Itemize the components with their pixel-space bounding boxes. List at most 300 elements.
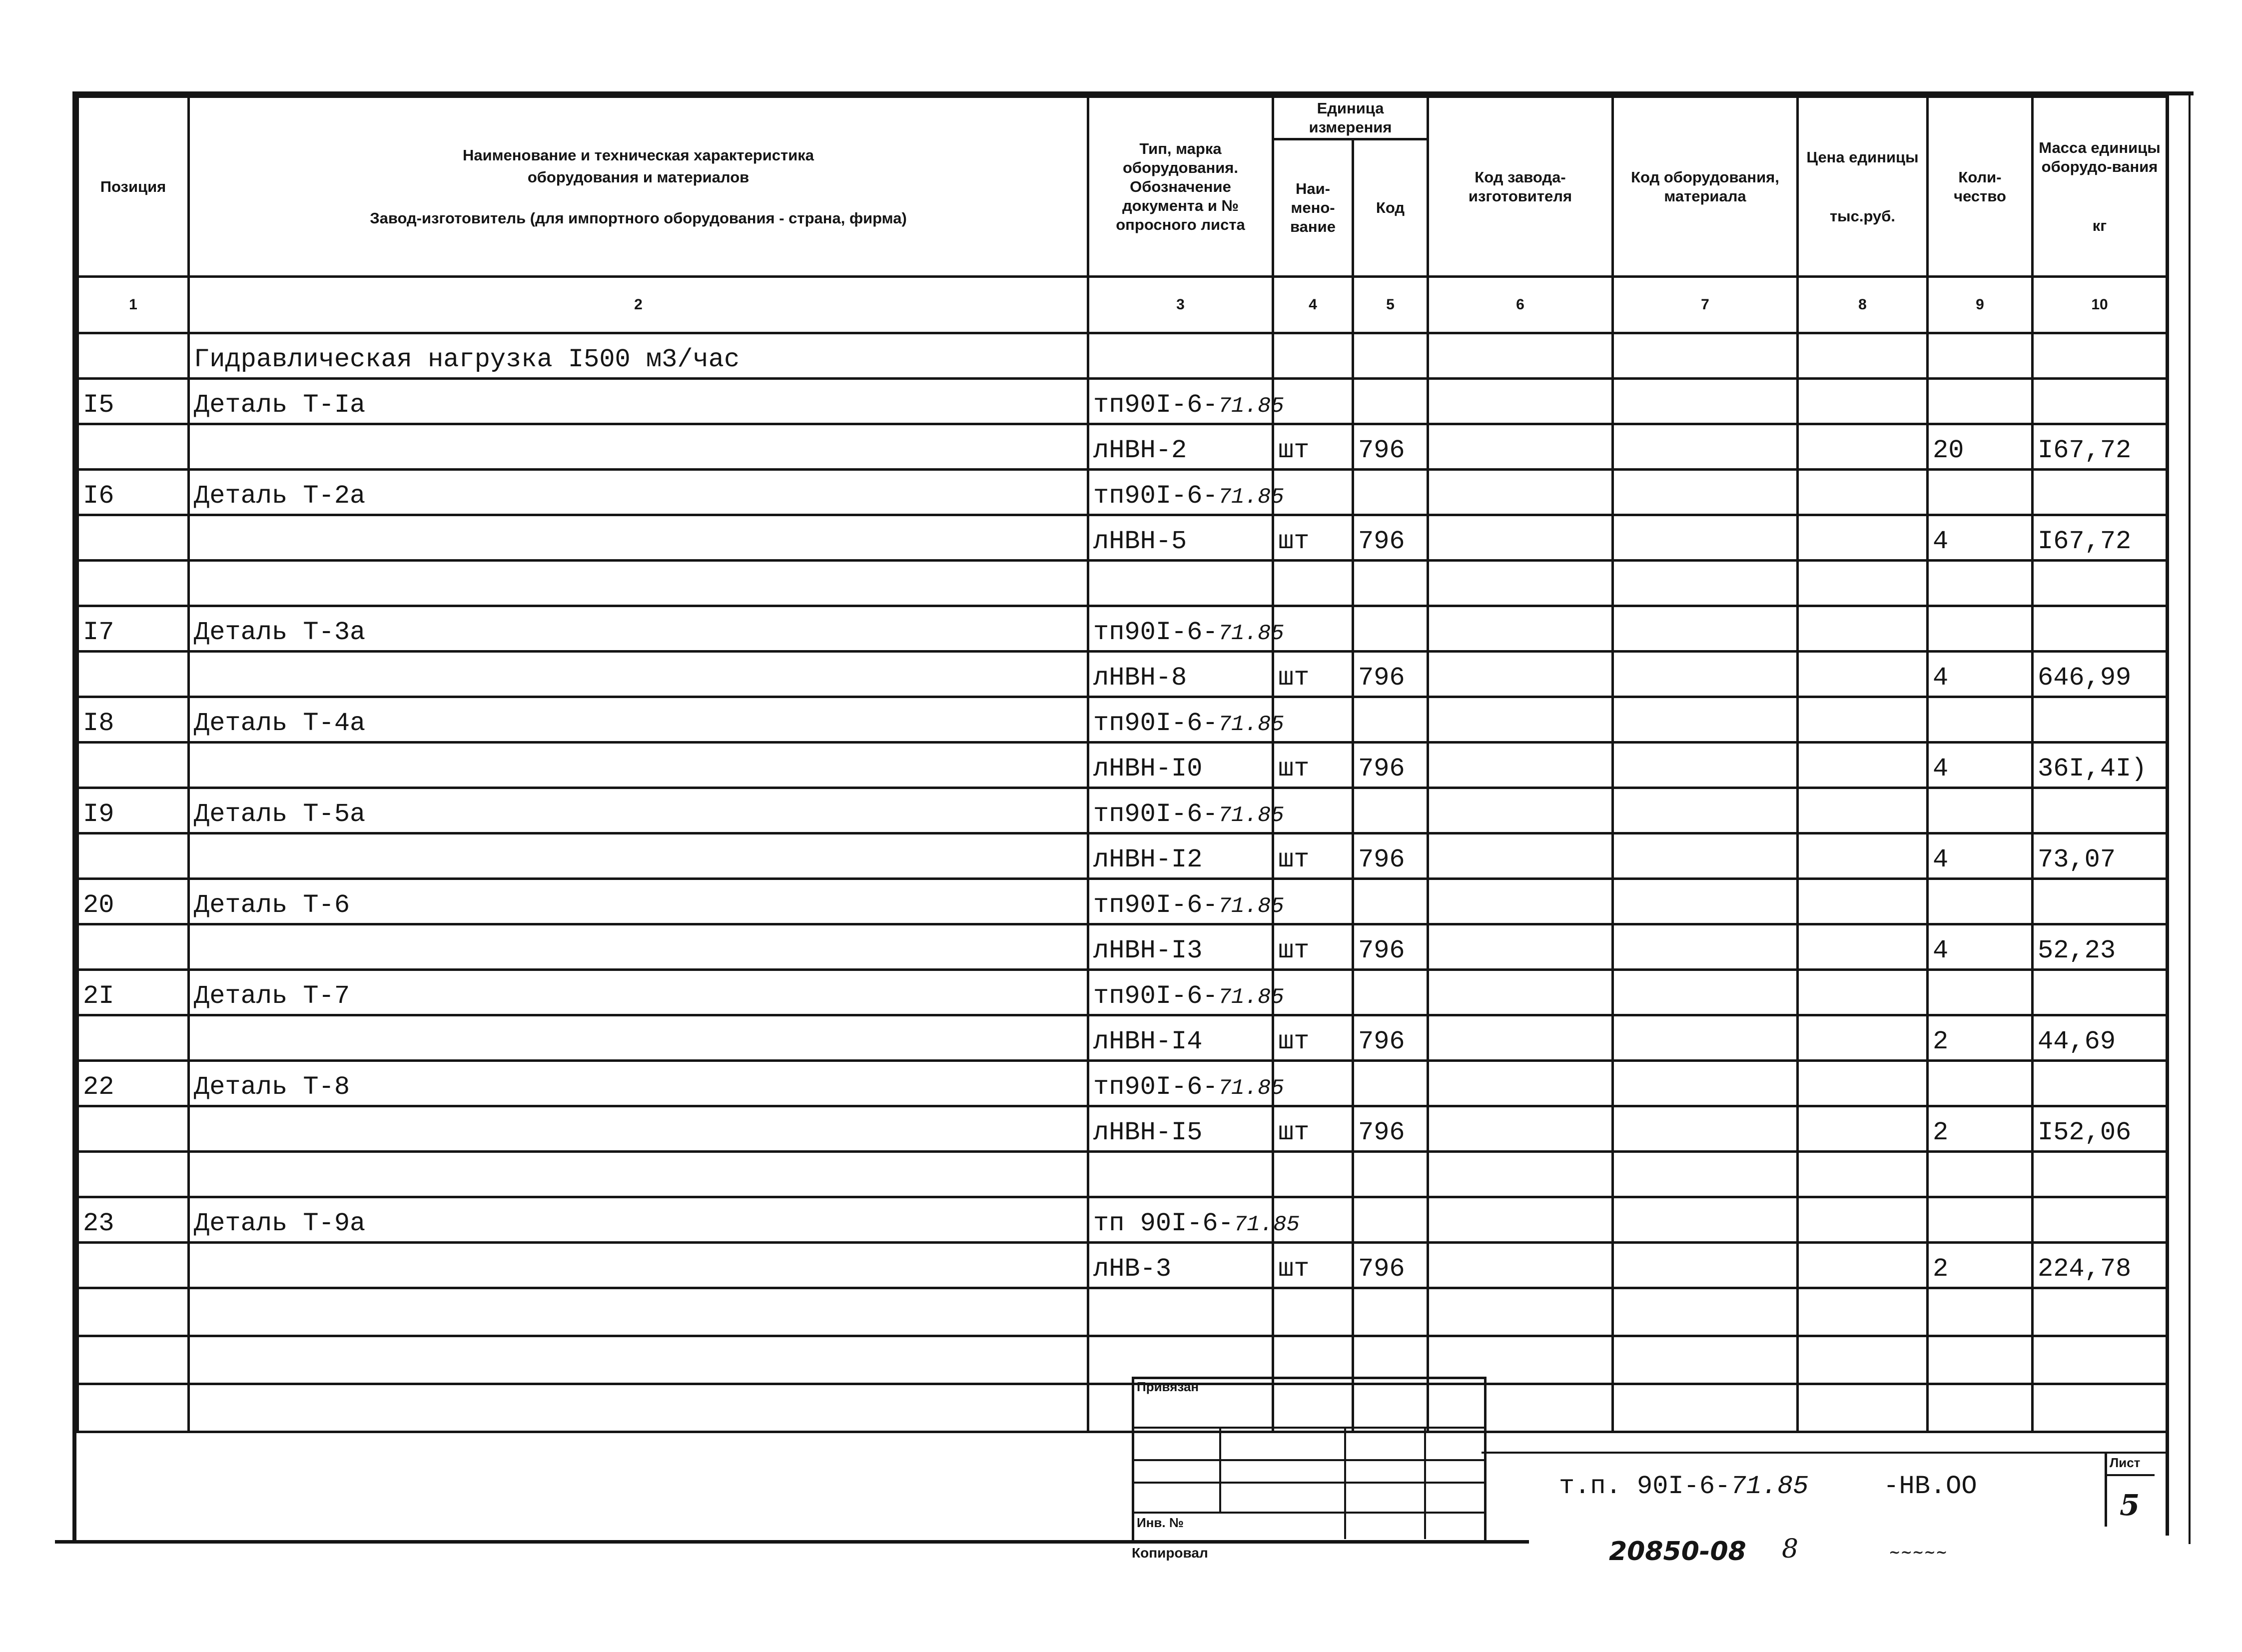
unit-code-cell xyxy=(1353,1061,1428,1106)
name-cell xyxy=(189,1152,1088,1197)
document-cell xyxy=(1088,1197,1300,1243)
price-cell xyxy=(1798,1015,1928,1061)
price-cell xyxy=(1798,970,1928,1015)
unit-code-cell xyxy=(1353,333,1428,379)
column-number: 7 xyxy=(1613,277,1798,333)
header-name-line2: оборудования и материалов xyxy=(527,168,749,186)
unit-name-cell: шт xyxy=(1273,652,1353,697)
name-cell: Деталь Т-9а xyxy=(189,1197,1088,1243)
designation-top-line xyxy=(1482,1452,2166,1454)
unit-name-cell xyxy=(1273,606,1353,652)
table-row xyxy=(78,515,2167,561)
name-cell xyxy=(189,743,1088,788)
unit-name-cell: шт xyxy=(1273,1106,1353,1152)
table-row xyxy=(78,1106,2167,1152)
document-code: тп90I-6- xyxy=(1093,981,1218,1011)
unit-name-cell xyxy=(1273,788,1353,833)
price-cell xyxy=(1798,879,1928,924)
column-number: 5 xyxy=(1353,277,1428,333)
position-cell xyxy=(78,924,189,970)
unit-name-cell: шт xyxy=(1273,424,1353,470)
column-number: 9 xyxy=(1928,277,2033,333)
table-row xyxy=(78,743,2167,788)
stamp-divider xyxy=(1219,1427,1221,1512)
quantity-cell xyxy=(1928,470,2033,515)
equipment-code-cell xyxy=(1613,788,1798,833)
unit-code-cell: 796 xyxy=(1353,652,1428,697)
position-cell xyxy=(78,333,189,379)
manufacturer-code-cell xyxy=(1428,743,1613,788)
document-cell xyxy=(1088,561,1273,606)
document-code: тп90I-6- xyxy=(1093,618,1218,647)
frame-outer-right-border xyxy=(2189,95,2191,1544)
stamp-divider xyxy=(1132,1427,1484,1429)
document-code: лНВН-I3 xyxy=(1093,936,1203,965)
position-cell: 22 xyxy=(78,1061,189,1106)
quantity-cell xyxy=(1928,1152,2033,1197)
mass-cell xyxy=(2033,1197,2167,1243)
position-cell xyxy=(78,743,189,788)
column-number: 3 xyxy=(1088,277,1273,333)
document-cell xyxy=(1088,470,1284,515)
unit-name-cell xyxy=(1273,470,1353,515)
position-cell xyxy=(78,1336,189,1384)
price-cell xyxy=(1798,379,1928,424)
quantity-cell xyxy=(1928,333,2033,379)
copied-by-label: Копировал xyxy=(1132,1545,1208,1561)
equipment-specification-table xyxy=(76,95,2168,1433)
equipment-code-cell xyxy=(1613,1243,1798,1288)
table-row xyxy=(78,379,2167,424)
document-code-suffix: 71.85 xyxy=(1218,894,1284,919)
document-code: тп90I-6- xyxy=(1093,1072,1218,1102)
manufacturer-code-cell xyxy=(1428,879,1613,924)
name-cell: Деталь Т-6 xyxy=(189,879,1088,924)
manufacturer-code-cell xyxy=(1428,924,1613,970)
position-cell xyxy=(78,1015,189,1061)
header-quantity: Коли-чество xyxy=(1928,97,2033,277)
header-price-top: Цена единицы xyxy=(1806,148,1919,166)
header-mass-top: Масса единицы оборудо-вания xyxy=(2039,138,2161,175)
document-designation xyxy=(1559,1472,1977,1501)
document-code: лНВН-5 xyxy=(1093,527,1187,556)
unit-name-cell xyxy=(1273,1061,1353,1106)
header-unit-price xyxy=(1798,97,1928,277)
inventory-label: Инв. № xyxy=(1137,1515,1184,1530)
header-unit-code: Код xyxy=(1353,139,1428,277)
price-cell xyxy=(1798,606,1928,652)
quantity-cell: 2 xyxy=(1928,1015,2033,1061)
mass-cell: 224,78 xyxy=(2033,1243,2167,1288)
mass-cell: I67,72 xyxy=(2033,515,2167,561)
specification-rows xyxy=(78,333,2167,1432)
document-cell xyxy=(1088,333,1273,379)
header-mass-unit: кг xyxy=(2092,216,2107,234)
column-number: 1 xyxy=(78,277,189,333)
column-number: 8 xyxy=(1798,277,1928,333)
price-cell xyxy=(1798,697,1928,743)
document-code: тп90I-6- xyxy=(1093,481,1218,511)
manufacturer-code-cell xyxy=(1428,652,1613,697)
manufacturer-code-cell xyxy=(1428,470,1613,515)
unit-name-cell xyxy=(1273,1288,1353,1336)
mass-cell: 44,69 xyxy=(2033,1015,2167,1061)
stamp-divider xyxy=(1424,1427,1426,1539)
name-cell: Деталь Т-7 xyxy=(189,970,1088,1015)
manufacturer-code-cell xyxy=(1428,1243,1613,1288)
quantity-cell: 4 xyxy=(1928,833,2033,879)
quantity-cell: 4 xyxy=(1928,515,2033,561)
stamp-divider xyxy=(1132,1512,1484,1514)
unit-code-cell xyxy=(1353,788,1428,833)
document-cell xyxy=(1088,970,1284,1015)
document-code-suffix: 71.85 xyxy=(1218,712,1284,737)
unit-name-cell xyxy=(1273,970,1353,1015)
document-code: лНВН-I2 xyxy=(1093,845,1203,874)
mass-cell xyxy=(2033,333,2167,379)
manufacturer-code-cell xyxy=(1428,1197,1613,1243)
quantity-cell xyxy=(1928,879,2033,924)
unit-name-cell: шт xyxy=(1273,924,1353,970)
manufacturer-code-cell xyxy=(1428,515,1613,561)
manufacturer-code-cell xyxy=(1428,1288,1613,1336)
equipment-code-cell xyxy=(1613,1288,1798,1336)
name-cell xyxy=(189,1015,1088,1061)
name-cell xyxy=(189,515,1088,561)
table-row xyxy=(78,1384,2167,1432)
document-code-suffix: 71.85 xyxy=(1218,985,1284,1010)
frame-top-border xyxy=(75,91,2194,95)
document-cell xyxy=(1088,833,1273,879)
unit-code-cell: 796 xyxy=(1353,833,1428,879)
document-code-suffix: 71.85 xyxy=(1218,621,1284,646)
document-code: тп90I-6- xyxy=(1093,890,1218,920)
mass-cell xyxy=(2033,1152,2167,1197)
position-cell: 2I xyxy=(78,970,189,1015)
position-cell xyxy=(78,1106,189,1152)
quantity-cell xyxy=(1928,1197,2033,1243)
position-cell xyxy=(78,515,189,561)
document-cell xyxy=(1088,743,1273,788)
price-cell xyxy=(1798,652,1928,697)
frame-left-border xyxy=(72,91,76,1543)
sheet-label: Лист xyxy=(2110,1455,2141,1470)
table-row xyxy=(78,470,2167,515)
document-code-suffix: 71.85 xyxy=(1233,1212,1300,1237)
mass-cell xyxy=(2033,697,2167,743)
designation-prefix: т.п. 90I-6- xyxy=(1559,1472,1731,1501)
unit-code-cell xyxy=(1353,606,1428,652)
unit-code-cell xyxy=(1353,561,1428,606)
name-cell xyxy=(189,1336,1088,1384)
price-cell xyxy=(1798,833,1928,879)
document-cell xyxy=(1088,1061,1284,1106)
equipment-code-cell xyxy=(1613,1061,1798,1106)
document-cell xyxy=(1088,379,1284,424)
price-cell xyxy=(1798,333,1928,379)
price-cell xyxy=(1798,1061,1928,1106)
price-cell xyxy=(1798,1384,1928,1432)
quantity-cell xyxy=(1928,1061,2033,1106)
manufacturer-code-cell xyxy=(1428,1106,1613,1152)
table-row xyxy=(78,1243,2167,1288)
position-cell: I7 xyxy=(78,606,189,652)
quantity-cell xyxy=(1928,1384,2033,1432)
header-price-unit: тыс.руб. xyxy=(1829,207,1896,225)
document-cell xyxy=(1088,606,1284,652)
mass-cell xyxy=(2033,970,2167,1015)
quantity-cell xyxy=(1928,788,2033,833)
unit-code-cell: 796 xyxy=(1353,515,1428,561)
document-code-suffix: 71.85 xyxy=(1218,485,1284,510)
position-cell: 20 xyxy=(78,879,189,924)
header-name xyxy=(189,97,1088,277)
stamp-divider xyxy=(1132,1459,1484,1461)
table-row xyxy=(78,924,2167,970)
manufacturer-code-cell xyxy=(1428,333,1613,379)
header-unit-name: Наи-мено-вание xyxy=(1273,139,1353,277)
unit-name-cell: шт xyxy=(1273,1243,1353,1288)
table-row xyxy=(78,561,2167,606)
mass-cell: 36I,4I) xyxy=(2033,743,2167,788)
unit-name-cell xyxy=(1273,697,1353,743)
document-code: тп 90I-6- xyxy=(1093,1209,1234,1238)
quantity-cell: 4 xyxy=(1928,652,2033,697)
name-cell xyxy=(189,1106,1088,1152)
quantity-cell xyxy=(1928,1288,2033,1336)
unit-code-cell: 796 xyxy=(1353,1106,1428,1152)
document-cell xyxy=(1088,1015,1273,1061)
unit-code-cell: 796 xyxy=(1353,1243,1428,1288)
document-code: лНВН-2 xyxy=(1093,436,1187,465)
position-cell: I9 xyxy=(78,788,189,833)
header-name-line1: Наименование и техническая характеристика xyxy=(462,146,814,164)
document-cell xyxy=(1088,515,1273,561)
document-cell xyxy=(1088,697,1284,743)
mass-cell xyxy=(2033,1336,2167,1384)
header-unit-group: Единица измерения xyxy=(1273,97,1428,139)
mass-cell: I67,72 xyxy=(2033,424,2167,470)
manufacturer-code-cell xyxy=(1428,424,1613,470)
table-row xyxy=(78,697,2167,743)
price-cell xyxy=(1798,515,1928,561)
equipment-code-cell xyxy=(1613,379,1798,424)
table-row xyxy=(78,1197,2167,1243)
table-row xyxy=(78,606,2167,652)
copier-signature: ~~~~~ xyxy=(1889,1544,1948,1561)
equipment-code-cell xyxy=(1613,879,1798,924)
document-code-suffix: 71.85 xyxy=(1218,803,1284,828)
position-cell: 23 xyxy=(78,1197,189,1243)
price-cell xyxy=(1798,1288,1928,1336)
name-cell: Деталь Т-Iа xyxy=(189,379,1088,424)
name-cell xyxy=(189,1384,1088,1432)
document-cell xyxy=(1088,924,1273,970)
quantity-cell: 2 xyxy=(1928,1106,2033,1152)
document-code-suffix: 71.85 xyxy=(1218,394,1284,419)
name-cell xyxy=(189,561,1088,606)
price-cell xyxy=(1798,470,1928,515)
column-number: 6 xyxy=(1428,277,1613,333)
price-cell xyxy=(1798,924,1928,970)
name-cell xyxy=(189,1243,1088,1288)
position-cell: I8 xyxy=(78,697,189,743)
name-cell xyxy=(189,833,1088,879)
mass-cell: 646,99 xyxy=(2033,652,2167,697)
price-cell xyxy=(1798,1106,1928,1152)
document-code: лНВН-I0 xyxy=(1093,754,1203,784)
mass-cell xyxy=(2033,470,2167,515)
table-row xyxy=(78,652,2167,697)
equipment-code-cell xyxy=(1613,652,1798,697)
price-cell xyxy=(1798,743,1928,788)
name-cell: Деталь Т-2а xyxy=(189,470,1088,515)
name-cell xyxy=(189,924,1088,970)
unit-code-cell xyxy=(1353,697,1428,743)
format-number: 8 xyxy=(1782,1534,1799,1564)
unit-code-cell: 796 xyxy=(1353,924,1428,970)
name-cell xyxy=(189,1288,1088,1336)
name-cell: Деталь Т-5а xyxy=(189,788,1088,833)
table-row xyxy=(78,879,2167,924)
document-cell xyxy=(1088,788,1284,833)
unit-name-cell: шт xyxy=(1273,1015,1353,1061)
unit-code-cell xyxy=(1353,470,1428,515)
stamp-divider xyxy=(1132,1482,1484,1484)
table-row xyxy=(78,1015,2167,1061)
document-code: лНВ-3 xyxy=(1093,1254,1172,1284)
manufacturer-code-cell xyxy=(1428,1015,1613,1061)
document-cell xyxy=(1088,879,1284,924)
equipment-code-cell xyxy=(1613,1197,1798,1243)
quantity-cell xyxy=(1928,1336,2033,1384)
equipment-code-cell xyxy=(1613,470,1798,515)
header-position: Позиция xyxy=(78,97,189,277)
unit-name-cell: шт xyxy=(1273,515,1353,561)
mass-cell xyxy=(2033,379,2167,424)
mass-cell xyxy=(2033,1384,2167,1432)
manufacturer-code-cell xyxy=(1428,561,1613,606)
mass-cell xyxy=(2033,561,2167,606)
price-cell xyxy=(1798,1243,1928,1288)
mass-cell: I52,06 xyxy=(2033,1106,2167,1152)
applied-label: Привязан xyxy=(1137,1379,1199,1394)
quantity-cell xyxy=(1928,970,2033,1015)
name-cell: Деталь Т-8 xyxy=(189,1061,1088,1106)
document-code: тп90I-6- xyxy=(1093,709,1218,738)
document-cell xyxy=(1088,1243,1273,1288)
manufacturer-code-cell xyxy=(1428,1061,1613,1106)
manufacturer-code-cell xyxy=(1428,788,1613,833)
sheet-number: 5 xyxy=(2120,1488,2140,1522)
column-number: 4 xyxy=(1273,277,1353,333)
name-cell: Деталь Т-3а xyxy=(189,606,1088,652)
document-cell xyxy=(1088,424,1273,470)
quantity-cell: 4 xyxy=(1928,743,2033,788)
header-column-numbers xyxy=(78,277,2167,333)
table-row xyxy=(78,833,2167,879)
mass-cell xyxy=(2033,788,2167,833)
unit-name-cell xyxy=(1273,879,1353,924)
position-cell xyxy=(78,1152,189,1197)
document-cell xyxy=(1088,1152,1273,1197)
position-cell: I5 xyxy=(78,379,189,424)
equipment-code-cell xyxy=(1613,333,1798,379)
mass-cell xyxy=(2033,1288,2167,1336)
quantity-cell xyxy=(1928,697,2033,743)
column-number: 2 xyxy=(189,277,1088,333)
manufacturer-code-cell xyxy=(1428,970,1613,1015)
price-cell xyxy=(1798,1152,1928,1197)
name-cell: Гидравлическая нагрузка I500 м3/час xyxy=(189,333,1088,379)
header-unit-mass xyxy=(2033,97,2167,277)
price-cell xyxy=(1798,788,1928,833)
price-cell xyxy=(1798,1197,1928,1243)
unit-name-cell xyxy=(1273,561,1353,606)
mass-cell: 73,07 xyxy=(2033,833,2167,879)
unit-code-cell: 796 xyxy=(1353,743,1428,788)
unit-name-cell xyxy=(1273,1152,1353,1197)
document-cell xyxy=(1088,1288,1273,1336)
quantity-cell: 2 xyxy=(1928,1243,2033,1288)
table-row xyxy=(78,1061,2167,1106)
position-cell xyxy=(78,1384,189,1432)
manufacturer-code-cell xyxy=(1428,833,1613,879)
unit-name-cell: шт xyxy=(1273,833,1353,879)
table-row xyxy=(78,788,2167,833)
price-cell xyxy=(1798,424,1928,470)
equipment-code-cell xyxy=(1613,1384,1798,1432)
quantity-cell xyxy=(1928,379,2033,424)
header-name-line3: Завод-изготовитель (для импортного оборудования - страна, фирма) xyxy=(370,209,907,227)
equipment-code-cell xyxy=(1613,1015,1798,1061)
unit-code-cell xyxy=(1353,1152,1428,1197)
manufacturer-code-cell xyxy=(1428,1152,1613,1197)
unit-code-cell: 796 xyxy=(1353,1015,1428,1061)
name-cell: Деталь Т-4а xyxy=(189,697,1088,743)
table-row xyxy=(78,1336,2167,1384)
equipment-code-cell xyxy=(1613,515,1798,561)
unit-code-cell xyxy=(1353,1288,1428,1336)
equipment-code-cell xyxy=(1613,561,1798,606)
position-cell xyxy=(78,833,189,879)
equipment-code-cell xyxy=(1613,833,1798,879)
manufacturer-code-cell xyxy=(1428,697,1613,743)
stamp-divider xyxy=(1344,1427,1346,1539)
designation-suffix: -НВ.ОО xyxy=(1883,1472,1977,1501)
equipment-code-cell xyxy=(1613,1152,1798,1197)
manufacturer-code-cell xyxy=(1428,606,1613,652)
mass-cell: 52,23 xyxy=(2033,924,2167,970)
equipment-code-cell xyxy=(1613,606,1798,652)
document-code: лНВН-8 xyxy=(1093,663,1187,693)
quantity-cell xyxy=(1928,606,2033,652)
unit-code-cell xyxy=(1353,879,1428,924)
archive-number: 20850-08 xyxy=(1609,1537,1746,1567)
unit-name-cell: шт xyxy=(1273,743,1353,788)
table-row xyxy=(78,424,2167,470)
equipment-code-cell xyxy=(1613,697,1798,743)
designation-number: 71.85 xyxy=(1730,1472,1809,1501)
document-cell xyxy=(1088,652,1273,697)
name-cell xyxy=(189,652,1088,697)
table-row xyxy=(78,1288,2167,1336)
position-cell xyxy=(78,1288,189,1336)
equipment-code-cell xyxy=(1613,1106,1798,1152)
equipment-code-cell xyxy=(1613,1336,1798,1384)
unit-code-cell: 796 xyxy=(1353,424,1428,470)
document-code: лНВН-I5 xyxy=(1093,1118,1203,1147)
